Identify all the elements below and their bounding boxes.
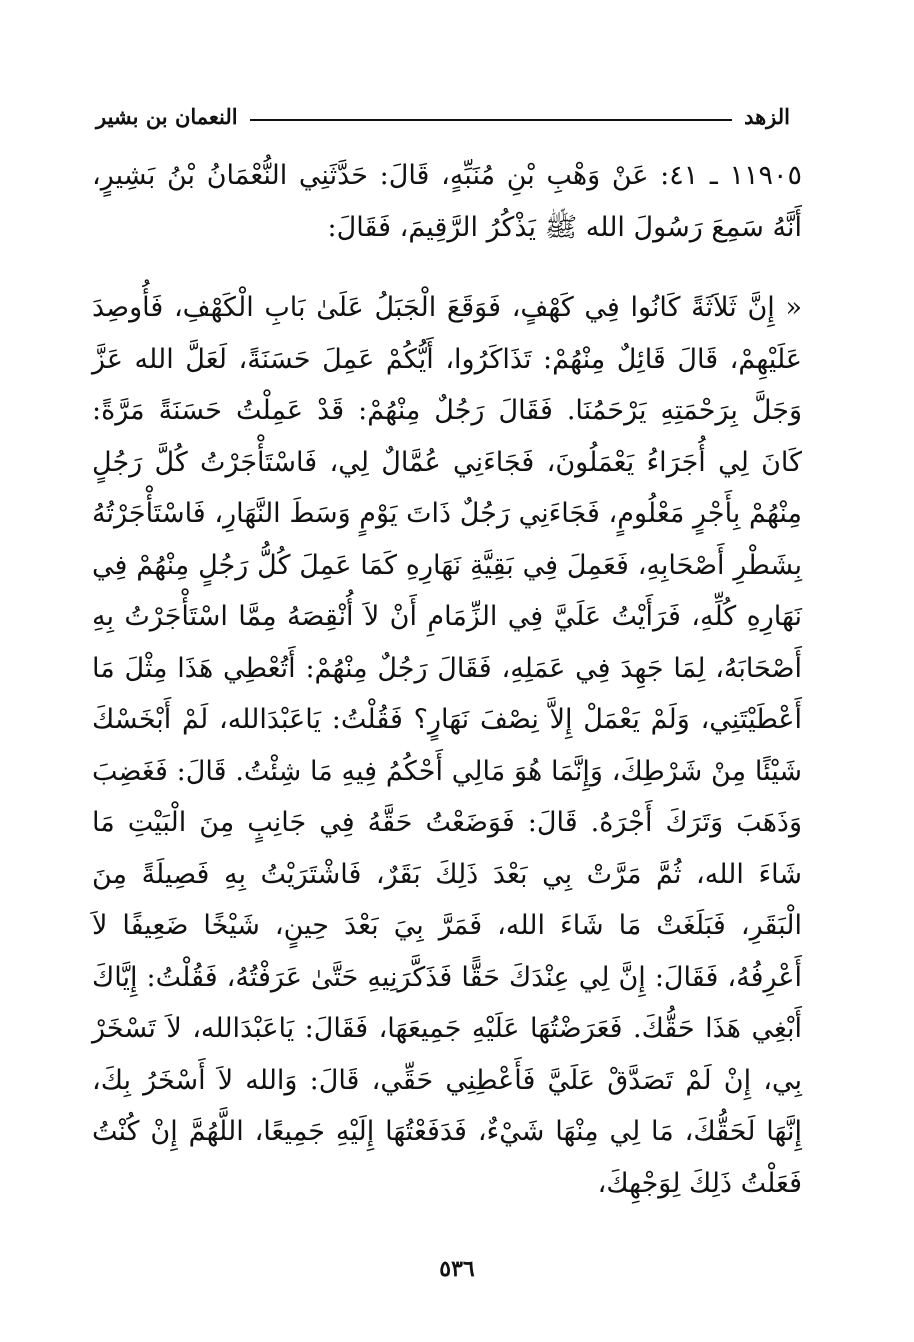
- hadith-body: [92, 282, 802, 1209]
- hadith-body-text: « إِنَّ ثَلاَثَةً كَانُوا فِي كَهْفٍ، فَوَقَعَ الْجَبَلُ عَلَىٰ بَابِ الْكَهْفِ، فَأُوصِدَ عَلَيْهِمْ، قَالَ قَائِلٌ مِنْهُمْ: تَذَاكَرُوا، أَيُّكُمْ عَمِلَ حَسَنَةً، لَعَلَّ الله عَزَّ وَجَلَّ بِرَحْمَتِهِ يَرْحَمُنَا. فَقَالَ رَجُلٌ مِنْهُمْ: قَدْ عَمِلْتُ حَسَنَةً مَرَّةً: كَانَ لِي أُجَرَاءُ يَعْمَلُونَ، فَجَاءَنِي عُمَّالٌ لِي، فَاسْتَأْجَرْتُ كُلَّ رَجُلٍ مِنْهُمْ بِأَجْرٍ مَعْلُومٍ، فَجَاءَنِي رَجُلٌ ذَاتَ يَوْمٍ وَسَطَ النَّهَارِ، فَاسْتَأْجَرْتُهُ بِشَطْرِ أَصْحَابِهِ، فَعَمِلَ فِي بَقِيَّةِ نَهَارِهِ كَمَا عَمِلَ كُلُّ رَجُلٍ مِنْهُمْ فِي نَهَارِهِ كُلِّهِ، فَرَأَيْتُ عَلَيَّ فِي الزِّمَامِ أَنْ لاَ أُنْقِصَهُ مِمَّا اسْتَأْجَرْتُ بِهِ أَصْحَابَهُ، لِمَا جَهِدَ فِي عَمَلِهِ، فَقَالَ رَجُلٌ مِنْهُمْ: أَتُعْطِي هَذَا مِثْلَ مَا أَعْطَيْتَنِي، وَلَمْ يَعْمَلْ إِلاَّ نِصْفَ نَهَارٍ؟ فَقُلْتُ: يَاعَبْدَالله، لَمْ أَبْخَسْكَ شَيْئًا مِنْ شَرْطِكَ، وَإِنَّمَا هُوَ مَالِي أَحْكُمُ فِيهِ مَا شِئْتُ. قَالَ: فَغَضِبَ وَذَهَبَ وَتَرَكَ أَجْرَهُ. قَالَ: فَوَضَعْتُ حَقَّهُ فِي جَانِبٍ مِنَ الْبَيْتِ مَا شَاءَ الله، ثُمَّ مَرَّتْ بِي بَعْدَ ذَلِكَ بَقَرٌ، فَاشْتَرَيْتُ بِهِ فَصِيلَةً مِنَ الْبَقَرِ، فَبَلَغَتْ مَا شَاءَ الله، فَمَرَّ بِيَ بَعْدَ حِينٍ، شَيْخًا ضَعِيفًا لاَ أَعْرِفُهُ، فَقَالَ: إِنَّ لِي عِنْدَكَ حَقًّا فَذَكَّرَنِيهِ حَتَّىٰ عَرَفْتُهُ، فَقُلْتُ: إِيَّاكَ أَبْغِي هَذَا حَقُّكَ. فَعَرَضْتُهَا عَلَيْهِ جَمِيعَهَا، فَقَالَ: يَاعَبْدَالله، لاَ تَسْخَرْ بِي، إِنْ لَمْ تَصَدَّقْ عَلَيَّ فَأَعْطِنِي حَقِّي، قَالَ: وَالله لاَ أَسْخَرُ بِكَ، إِنَّهَا لَحَقُّكَ، مَا لِي مِنْهَا شَيْءٌ، فَدَفَعْتُهَا إِلَيْهِ جَمِيعًا، اللَّهُمَّ إِنْ كُنْتُ فَعَلْتُ ذَلِكَ لِوَجْهِكَ،: [92, 292, 802, 1199]
- running-header: [96, 96, 790, 136]
- section-title: الزهد: [744, 103, 790, 129]
- page-number: ٥٣٦: [439, 1256, 475, 1282]
- hadith-intro-text: ١١٩٠٥ ـ ٤١: عَنْ وَهْبِ بْنِ مُنَبِّهٍ، قَالَ: حَدَّثَنِي النُّعْمَانُ بْنُ بَشِيرٍ، أَنَّهُ سَمِعَ رَسُولَ الله ﷺ يَذْكُرُ الرَّقِيمَ، فَقَالَ:: [92, 160, 802, 243]
- hadith-intro: [92, 150, 802, 254]
- header-divider: [250, 119, 732, 121]
- narrator-name: النعمان بن بشير: [96, 103, 238, 129]
